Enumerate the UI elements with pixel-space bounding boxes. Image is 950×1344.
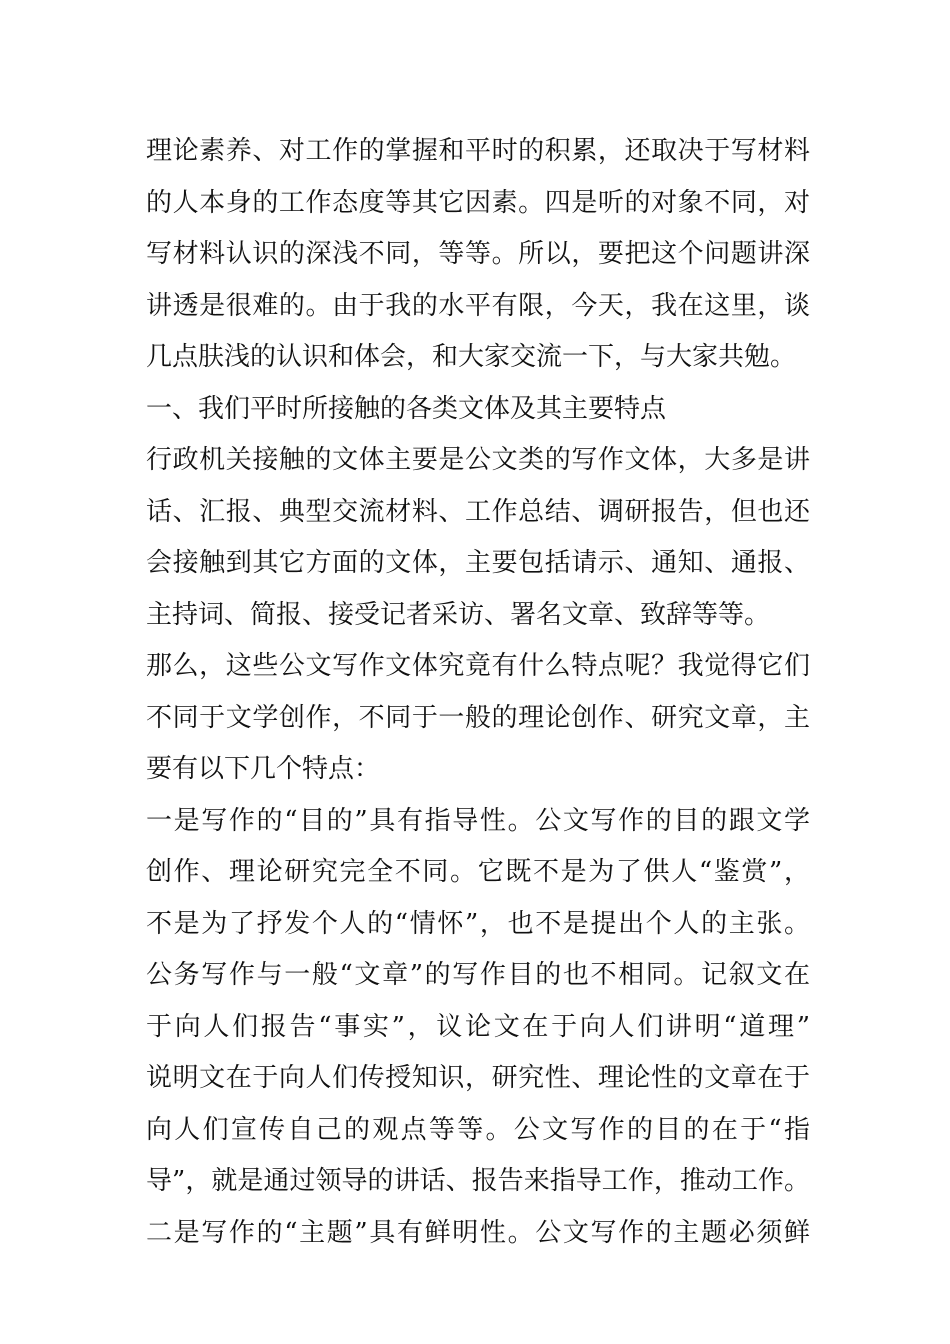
heading-line: 一、我们平时所接触的各类文体及其主要特点 [146,393,667,424]
text-line: 于向人们报告“事实”，议论文在于向人们讲明“道理” [146,1011,810,1042]
text-line: 不是为了抒发个人的“情怀”，也不是提出个人的主张。 [146,908,810,939]
paragraph-feature-1 [146,796,810,1208]
text-line: 一是写作的“目的”具有指导性。公文写作的目的跟文学 [146,805,810,836]
paragraph-feature-2 [146,1208,810,1260]
text-line: 主持词、简报、接受记者采访、署名文章、致辞等等。 [146,599,771,630]
text-line: 行政机关接触的文体主要是公文类的写作文体，大多是讲 [146,445,810,475]
text-line: 的人本身的工作态度等其它因素。四是听的对象不同，对 [146,187,810,218]
text-line: 二是写作的“主题”具有鲜明性。公文写作的主题必须鲜 [146,1217,810,1248]
text-line: 写材料认识的深浅不同，等等。所以，要把这个问题讲深 [146,239,810,269]
paragraph-intro-continued [146,126,810,384]
paragraph-document-types [146,435,810,641]
body-text [146,126,810,1259]
section-heading [146,384,810,436]
text-line: 几点肤浅的认识和体会，和大家交流一下，与大家共勉。 [146,342,797,372]
text-line: 讲透是很难的。由于我的水平有限，今天，我在这里，谈 [146,290,810,321]
text-line: 不同于文学创作，不同于一般的理论创作、研究文章，主 [146,702,810,733]
text-line: 理论素养、对工作的掌握和平时的积累，还取决于写材料 [146,136,810,166]
text-line: 那么，这些公文写作文体究竟有什么特点呢？我觉得它们 [146,651,810,681]
text-line: 话、汇报、典型交流材料、工作总结、调研报告，但也还 [146,496,810,527]
text-line: 创作、理论研究完全不同。它既不是为了供人“鉴赏”， [146,857,810,887]
text-line: 要有以下几个特点： [146,754,381,784]
text-line: 导”，就是通过领导的讲话、报告来指导工作，推动工作。 [146,1166,810,1196]
text-line: 说明文在于向人们传授知识，研究性、理论性的文章在于 [146,1063,810,1093]
paragraph-features-question [146,641,810,796]
text-line: 向人们宣传自己的观点等等。公文写作的目的在于“指 [146,1114,810,1145]
text-line: 公务写作与一般“文章”的写作目的也不相同。记叙文在 [146,960,810,990]
text-line: 会接触到其它方面的文体，主要包括请示、通知、通报、 [146,548,810,578]
